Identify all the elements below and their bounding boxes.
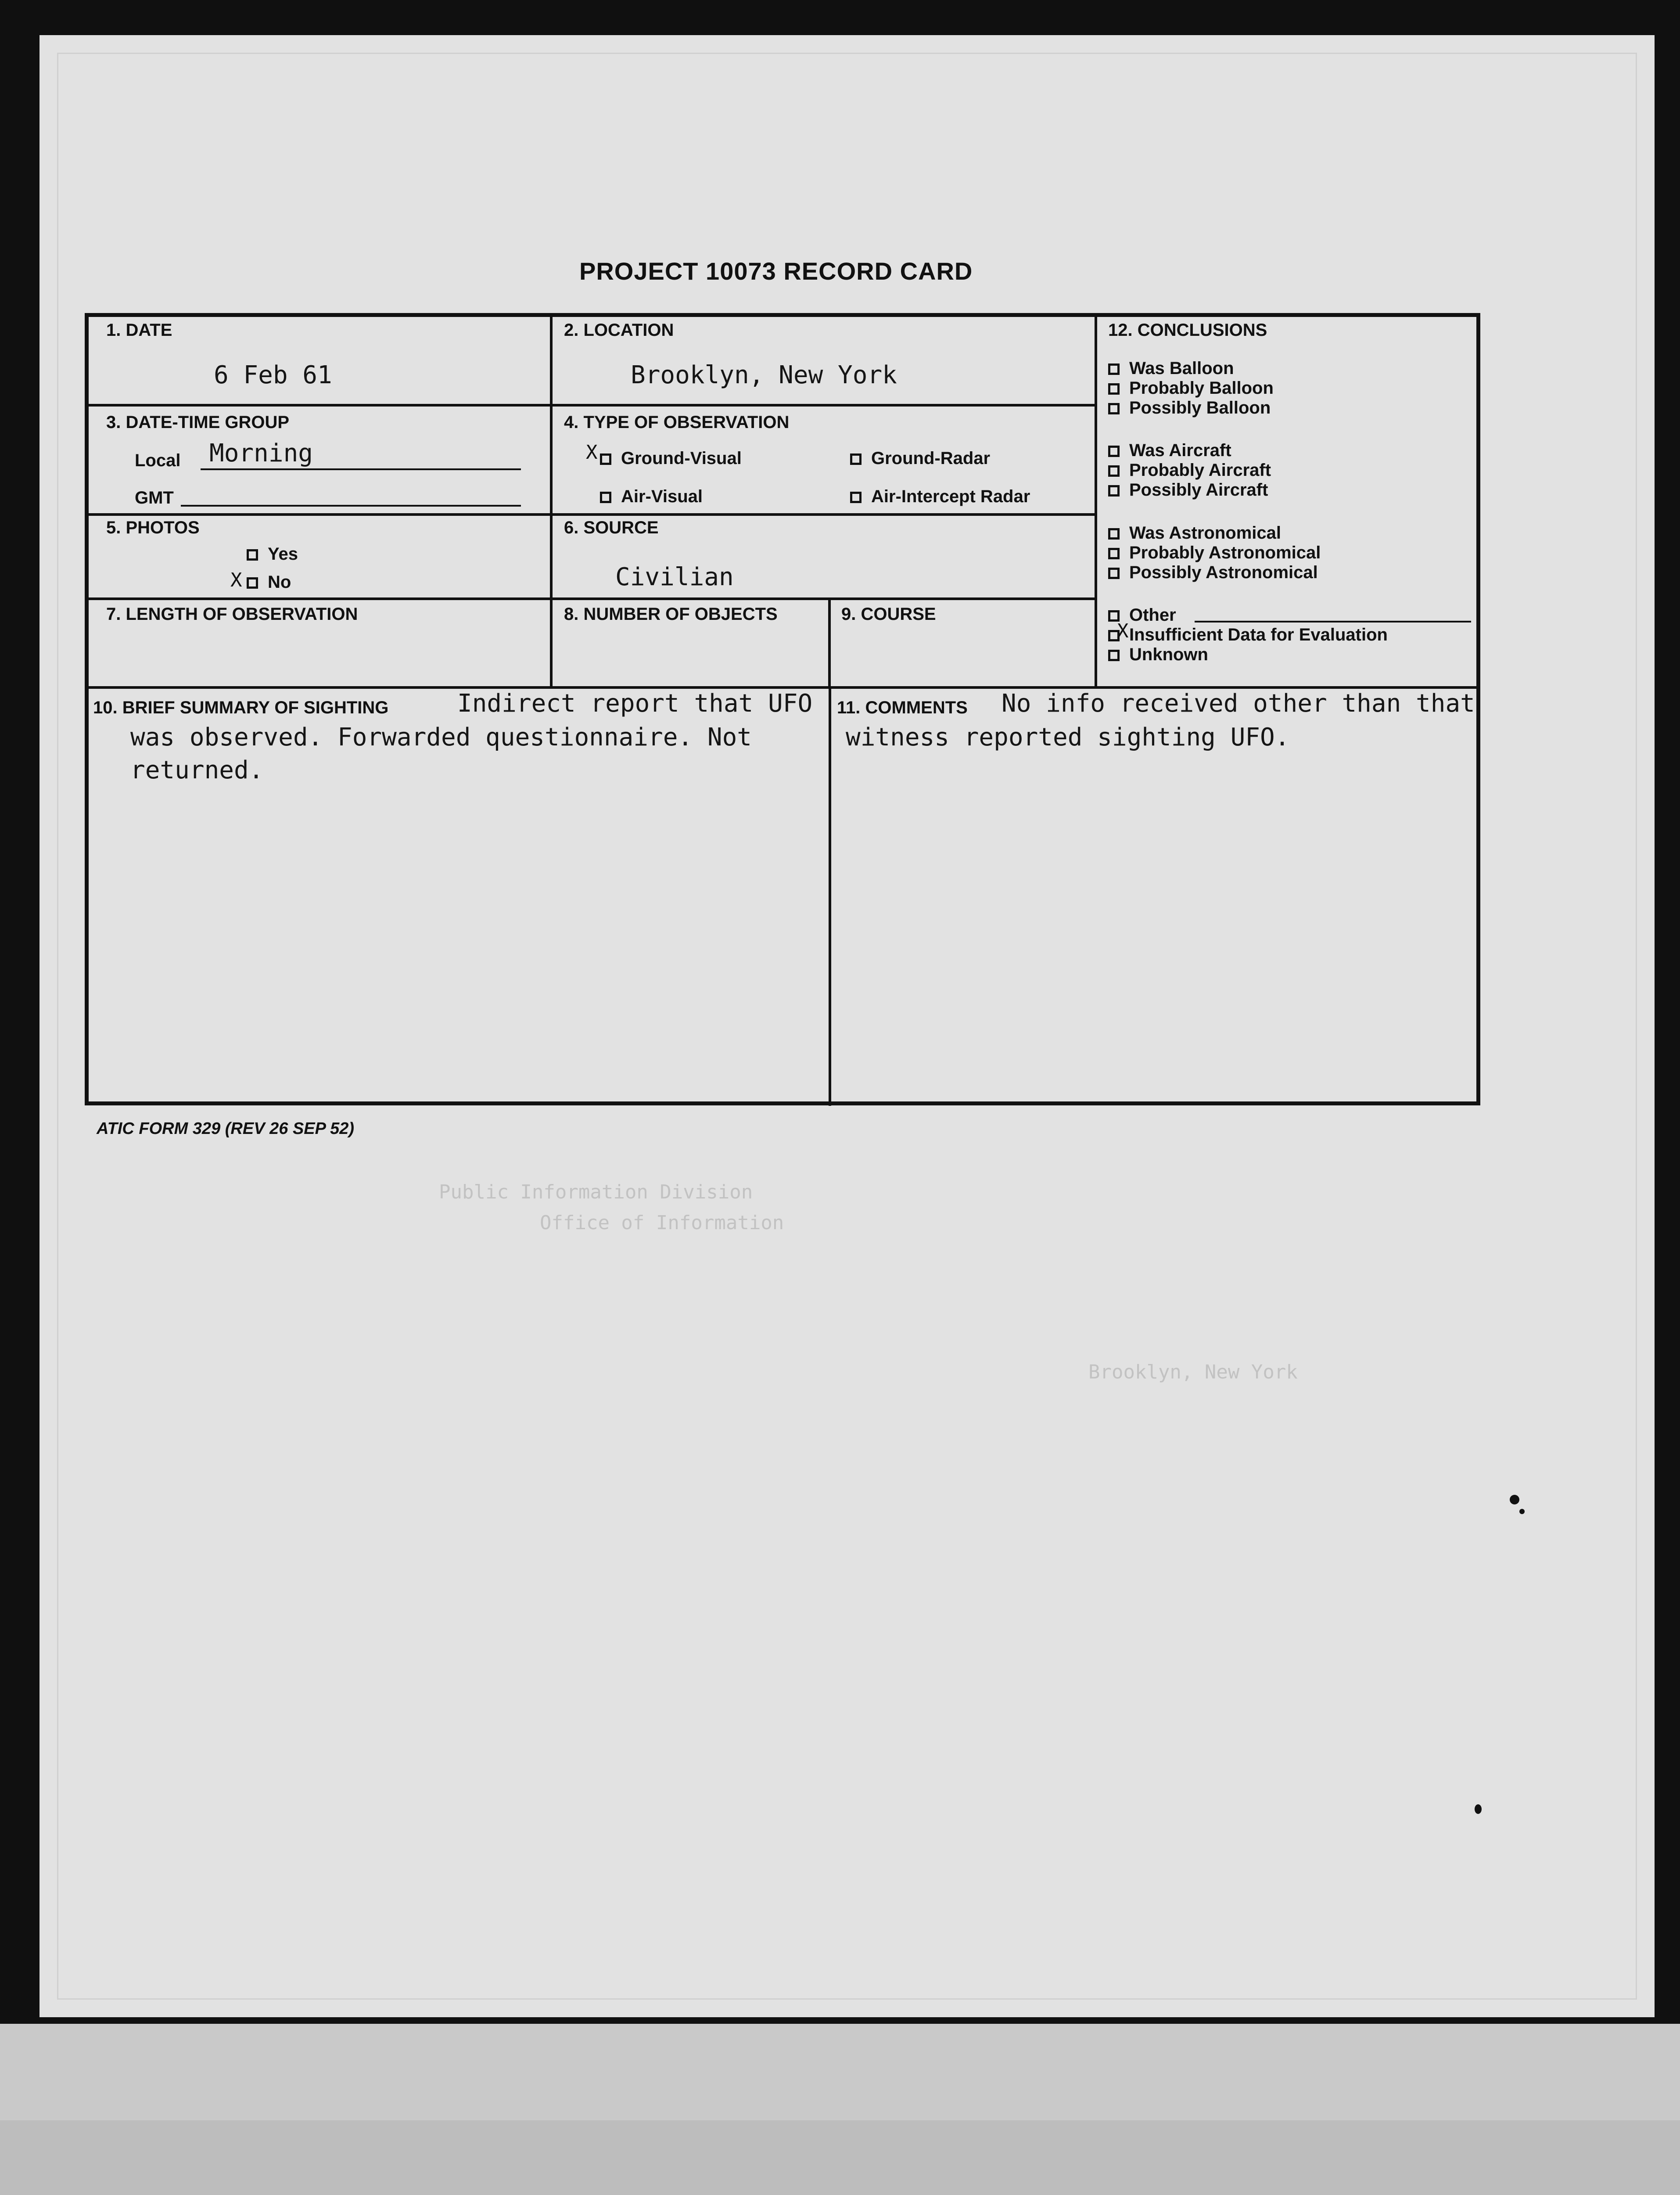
photos-option-yes[interactable] — [247, 544, 298, 564]
photos-option-no[interactable] — [247, 572, 291, 592]
conclusion-unknown[interactable] — [1108, 645, 1208, 665]
conclusion-insufficient-data[interactable] — [1108, 625, 1388, 645]
checkbox-icon — [850, 453, 862, 465]
checkbox-icon — [1108, 403, 1120, 414]
photos-label: 5. PHOTOS — [106, 518, 200, 537]
option-label: Ground-Visual — [621, 449, 742, 468]
conclusion-possibly-aircraft[interactable] — [1108, 480, 1268, 500]
conclusions-label: 12. CONCLUSIONS — [1108, 320, 1267, 340]
conclusion-was-balloon[interactable] — [1108, 359, 1234, 378]
option-label: Other — [1129, 605, 1176, 625]
bleed-through-text: Brooklyn, New York — [1088, 1361, 1298, 1383]
comments-text: witness reported sighting UFO. — [846, 723, 1290, 752]
option-label: Was Astronomical — [1129, 523, 1281, 543]
option-ground-visual[interactable] — [600, 449, 742, 468]
checkbox-icon — [1108, 383, 1120, 395]
other-underline — [1195, 621, 1471, 623]
option-air-visual[interactable] — [600, 487, 703, 507]
gmt-underline — [181, 505, 521, 507]
check-mark: X — [1117, 620, 1129, 642]
option-label: Air-Intercept Radar — [871, 487, 1030, 506]
option-label: Yes — [268, 544, 298, 564]
checkbox-icon — [1108, 485, 1120, 497]
brief-summary-text: was observed. Forwarded questionnaire. Not — [130, 723, 752, 752]
checkbox-icon — [600, 492, 611, 503]
option-label: Probably Astronomical — [1129, 543, 1321, 562]
brief-summary-text: returned. — [130, 756, 264, 784]
checkbox-icon — [1108, 548, 1120, 559]
checkbox-icon — [1108, 650, 1120, 661]
grid-line — [89, 597, 1095, 600]
conclusion-probably-balloon[interactable] — [1108, 378, 1274, 398]
date-time-group-label: 3. DATE-TIME GROUP — [106, 413, 290, 432]
film-speck — [1510, 1495, 1519, 1504]
number-of-objects-label: 8. NUMBER OF OBJECTS — [564, 605, 778, 624]
brief-summary-text: Indirect report that UFO — [457, 689, 813, 718]
checkbox-icon — [1108, 446, 1120, 457]
conclusion-was-aircraft[interactable] — [1108, 441, 1231, 461]
option-label: Possibly Balloon — [1129, 398, 1271, 417]
conclusion-possibly-balloon[interactable] — [1108, 398, 1271, 418]
option-label: Air-Visual — [621, 487, 703, 506]
checkbox-icon — [600, 453, 611, 465]
film-speck — [1519, 1509, 1525, 1514]
option-ground-radar[interactable] — [850, 449, 990, 468]
conclusion-probably-astronomical[interactable] — [1108, 543, 1321, 563]
comments-text: No info received other than that — [1002, 689, 1475, 718]
bleed-through-text: Public Information Division — [439, 1181, 753, 1203]
grid-line — [828, 597, 831, 689]
source-value: Civilian — [615, 563, 734, 591]
location-value: Brooklyn, New York — [631, 361, 897, 389]
local-time-value: Morning — [209, 439, 313, 468]
comments-label: 11. COMMENTS — [837, 698, 968, 717]
checkbox-icon — [1108, 528, 1120, 540]
checkbox-icon — [247, 549, 258, 561]
source-label: 6. SOURCE — [564, 518, 659, 537]
brief-summary-label: 10. BRIEF SUMMARY OF SIGHTING — [93, 698, 389, 717]
option-label: Ground-Radar — [871, 449, 991, 468]
checkbox-icon — [247, 577, 258, 589]
checkbox-icon — [850, 492, 862, 503]
card-title: PROJECT 10073 RECORD CARD — [579, 257, 973, 285]
conclusion-was-astronomical[interactable] — [1108, 523, 1281, 543]
option-air-intercept-radar[interactable] — [850, 487, 1030, 507]
date-label: 1. DATE — [106, 320, 172, 340]
film-speck — [1475, 1804, 1482, 1814]
course-label: 9. COURSE — [841, 605, 936, 624]
form-identifier: ATIC FORM 329 (REV 26 SEP 52) — [97, 1119, 355, 1138]
grid-line — [1095, 317, 1097, 689]
type-of-observation-label: 4. TYPE OF OBSERVATION — [564, 413, 790, 432]
option-label: Possibly Aircraft — [1129, 480, 1268, 500]
grid-line — [89, 686, 1476, 689]
checkbox-icon — [1108, 363, 1120, 375]
record-card-table — [85, 313, 1480, 1105]
checkbox-icon — [1108, 465, 1120, 477]
film-band — [0, 2120, 1680, 2195]
conclusion-possibly-astronomical[interactable] — [1108, 563, 1318, 583]
option-label: Was Aircraft — [1129, 441, 1231, 460]
option-label: Unknown — [1129, 645, 1208, 664]
bleed-through-text: Office of Information — [540, 1212, 784, 1234]
conclusion-probably-aircraft[interactable] — [1108, 461, 1271, 480]
check-mark: X — [586, 441, 598, 464]
film-lower-strip — [0, 2024, 1680, 2195]
grid-line — [89, 404, 1095, 407]
local-time-underline — [201, 468, 521, 470]
local-time-label: Local — [135, 451, 181, 470]
check-mark: X — [230, 569, 242, 591]
gmt-label: GMT — [135, 488, 174, 507]
option-label: No — [268, 572, 291, 592]
option-label: Probably Balloon — [1129, 378, 1274, 398]
checkbox-icon — [1108, 568, 1120, 579]
option-label: Probably Aircraft — [1129, 461, 1271, 480]
option-label: Possibly Astronomical — [1129, 563, 1318, 582]
grid-line — [550, 317, 553, 689]
grid-line — [829, 689, 831, 1106]
date-value: 6 Feb 61 — [214, 361, 332, 389]
location-label: 2. LOCATION — [564, 320, 674, 340]
grid-line — [89, 513, 1095, 516]
length-of-observation-label: 7. LENGTH OF OBSERVATION — [106, 605, 358, 624]
checkbox-icon — [1108, 630, 1120, 641]
option-label: Was Balloon — [1129, 359, 1234, 378]
option-label: Insufficient Data for Evaluation — [1129, 625, 1388, 644]
